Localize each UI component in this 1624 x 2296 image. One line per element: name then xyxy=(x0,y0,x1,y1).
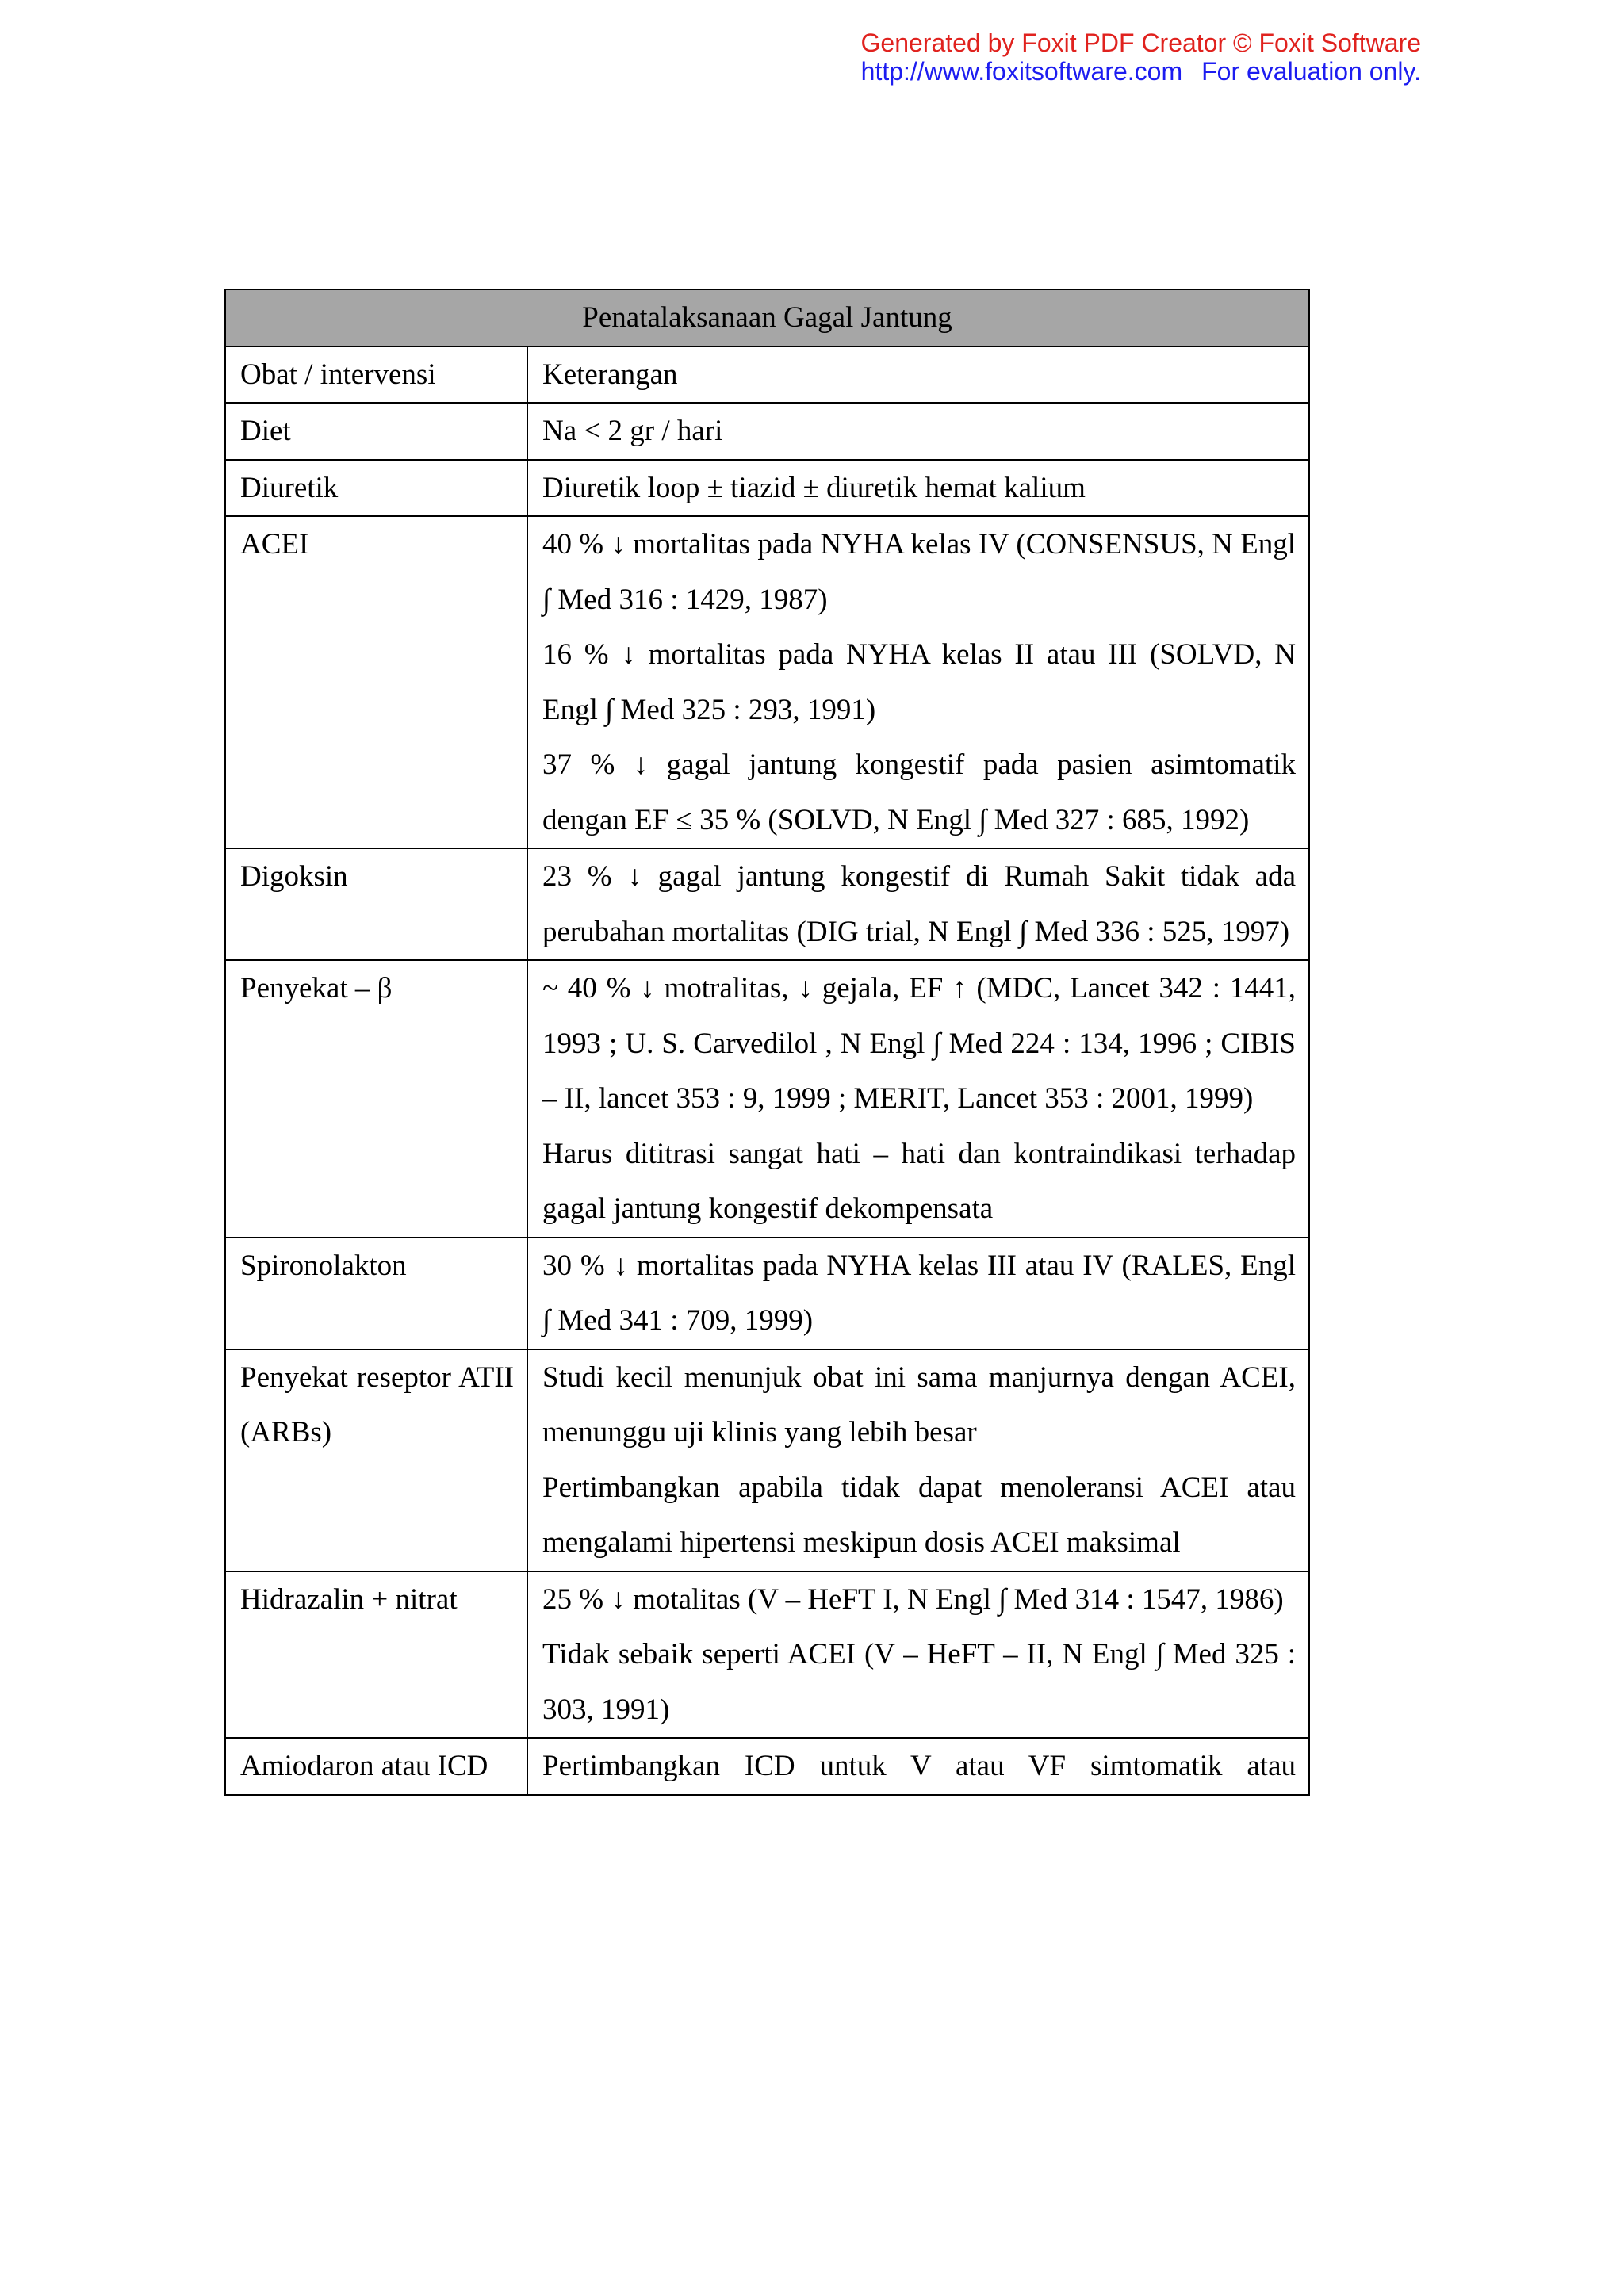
row-description xyxy=(527,848,1309,960)
description-paragraph: 30 % ↓ mortalitas pada NYHA kelas III atau IV (RALES, Engl ∫ Med 341 : 709, 1999) xyxy=(542,1249,1297,1337)
description-paragraph: 16 % ↓ mortalitas pada NYHA kelas II atau III (SOLVD, N Engl ∫ Med 325 : 293, 1991) xyxy=(542,638,1297,726)
table-row xyxy=(225,1571,1309,1739)
row-description xyxy=(527,1738,1309,1795)
description-paragraph: Pertimbangkan ICD untuk V atau VF simtomatik atau xyxy=(542,1750,1297,1782)
row-label xyxy=(225,960,527,1238)
row-label-text: Diuretik xyxy=(240,471,339,504)
description-paragraph: Studi kecil menunjuk obat ini sama manjurnya dengan ACEI, menunggu uji klinis yang lebih besar xyxy=(542,1360,1297,1448)
description-paragraph: Tidak sebaik seperti ACEI (V – HeFT – II, N Engl ∫ Med 325 : 303, 1991) xyxy=(542,1638,1297,1726)
table-row xyxy=(225,460,1309,517)
row-description xyxy=(527,1349,1309,1571)
row-description xyxy=(527,516,1309,848)
row-label-text: Penyekat – β xyxy=(240,972,393,1004)
table-row xyxy=(225,403,1309,460)
watermark-url[interactable]: http://www.foxitsoftware.com xyxy=(860,57,1183,86)
table-row xyxy=(225,960,1309,1238)
table-title: Penatalaksanaan Gagal Jantung xyxy=(225,289,1309,346)
table-title-row xyxy=(225,289,1309,346)
description-paragraph: 37 % ↓ gagal jantung kongestif pada pasien asimtomatik dengan EF ≤ 35 % (SOLVD, N Engl ∫ Med 327 : 685, 1992) xyxy=(542,748,1297,836)
table-row xyxy=(225,1238,1309,1349)
row-label-text: Spironolakton xyxy=(240,1249,407,1282)
description-paragraph: 40 % ↓ mortalitas pada NYHA kelas IV (CONSENSUS, N Engl ∫ Med 316 : 1429, 1987) xyxy=(542,528,1297,616)
table-row xyxy=(225,848,1309,960)
row-label xyxy=(225,403,527,460)
description-paragraph: Na < 2 gr / hari xyxy=(542,415,723,447)
row-label-text: Hidrazalin + nitrat xyxy=(240,1582,458,1616)
row-label xyxy=(225,1571,527,1739)
table-row xyxy=(225,1349,1309,1571)
row-description xyxy=(527,1571,1309,1739)
row-description xyxy=(527,960,1309,1238)
row-description xyxy=(527,1238,1309,1349)
row-label-text: Amiodaron atau ICD xyxy=(240,1750,488,1782)
description-paragraph: 25 % ↓ motalitas (V – HeFT I, N Engl ∫ Med 314 : 1547, 1986) xyxy=(542,1582,1284,1616)
row-label xyxy=(225,1238,527,1349)
treatment-table xyxy=(224,289,1310,1796)
row-description xyxy=(527,460,1309,517)
row-label xyxy=(225,1349,527,1571)
watermark-line-2 xyxy=(861,57,1422,86)
description-paragraph: ~ 40 % ↓ motralitas, ↓ gejala, EF ↑ (MDC, Lancet 342 : 1441, 1993 ; U. S. Carvedilol , N Engl ∫ Med 224 : 134, 1996 ; CIBIS – II, lancet 353 : 9, 1999 ; MERIT, Lancet 353 : 2001, 1999) xyxy=(542,972,1297,1115)
row-description xyxy=(527,403,1309,460)
row-label xyxy=(225,460,527,517)
description-paragraph: Pertimbangkan apabila tidak dapat menoleransi ACEI atau mengalami hipertensi meskipun dosis ACEI maksimal xyxy=(542,1471,1297,1559)
table-row xyxy=(225,516,1309,848)
row-label-text: Penyekat reseptor ATII (ARBs) xyxy=(240,1360,514,1448)
row-label xyxy=(225,1738,527,1795)
header-obat-intervensi: Obat / intervensi xyxy=(225,346,527,404)
description-paragraph: Diuretik loop ± tiazid ± diuretik hemat kalium xyxy=(542,471,1086,504)
row-label xyxy=(225,516,527,848)
row-label-text: Diet xyxy=(240,415,291,447)
watermark-note: For evaluation only. xyxy=(1201,57,1421,86)
row-label xyxy=(225,848,527,960)
row-label-text: ACEI xyxy=(240,528,309,561)
description-paragraph: 23 % ↓ gagal jantung kongestif di Rumah Sakit tidak ada perubahan mortalitas (DIG trial, N Engl ∫ Med 336 : 525, 1997) xyxy=(542,860,1297,948)
description-paragraph: Harus dititrasi sangat hati – hati dan kontraindikasi terhadap gagal jantung kongestif dekompensata xyxy=(542,1137,1297,1225)
header-keterangan: Keterangan xyxy=(527,346,1309,404)
foxit-watermark xyxy=(861,29,1422,86)
table-header-row xyxy=(225,346,1309,404)
watermark-line-1: Generated by Foxit PDF Creator © Foxit Software xyxy=(860,29,1421,57)
table-row xyxy=(225,1738,1309,1795)
row-label-text: Digoksin xyxy=(240,860,348,893)
